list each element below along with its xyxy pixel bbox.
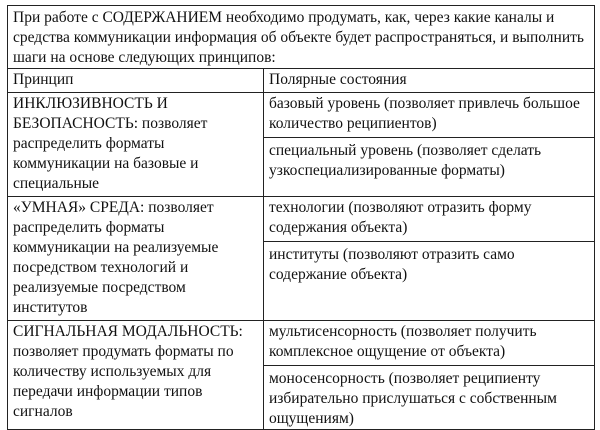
principle-cell: СИГНАЛЬНАЯ МОДАЛЬНОСТЬ: позволяет продумать форматы по количеству используемых для передачи информации типов сигналов xyxy=(8,321,264,430)
state-item: институты (позволяют отразить само содержание объекта) xyxy=(264,241,594,285)
principle-cell: «УМНАЯ» СРЕДА: позволяет распределить форматы коммуникации на реализуемые посредством технологий и реализуемые посредством институтов xyxy=(8,197,264,321)
header-states: Полярные состояния xyxy=(264,69,595,93)
principle-cell: ИНКЛЮЗИВНОСТЬ И БЕЗОПАСНОСТЬ: позволяет распределить форматы коммуникации на базовые и специальные xyxy=(8,93,264,197)
state-item: моносенсорность (позволяет реципиенту избирательно прислушаться с собственным ощущениям) xyxy=(264,365,594,429)
states-cell xyxy=(264,321,595,430)
states-cell xyxy=(264,93,595,197)
header-principle: Принцип xyxy=(8,69,264,93)
header-row xyxy=(8,69,595,93)
table-row xyxy=(8,197,595,321)
table-row xyxy=(8,321,595,430)
state-item: технологии (позволяют отразить форму содержания объекта) xyxy=(269,199,532,236)
state-item: базовый уровень (позволяет привлечь большое количество реципиентов) xyxy=(269,95,580,132)
intro-row xyxy=(8,6,595,69)
principles-table xyxy=(7,5,595,430)
state-item: мультисенсорность (позволяет получить комплексное ощущение от объекта) xyxy=(269,323,537,360)
table-row xyxy=(8,93,595,197)
intro-text: При работе с СОДЕРЖАНИЕМ необходимо продумать, как, через какие каналы и средства коммуникации информация об объекте будет распространяться, и выполнить шаги на основе следующих принципов: xyxy=(8,6,595,69)
state-item: специальный уровень (позволяет сделать узкоспециализированные форматы) xyxy=(264,137,594,181)
states-cell xyxy=(264,197,595,321)
